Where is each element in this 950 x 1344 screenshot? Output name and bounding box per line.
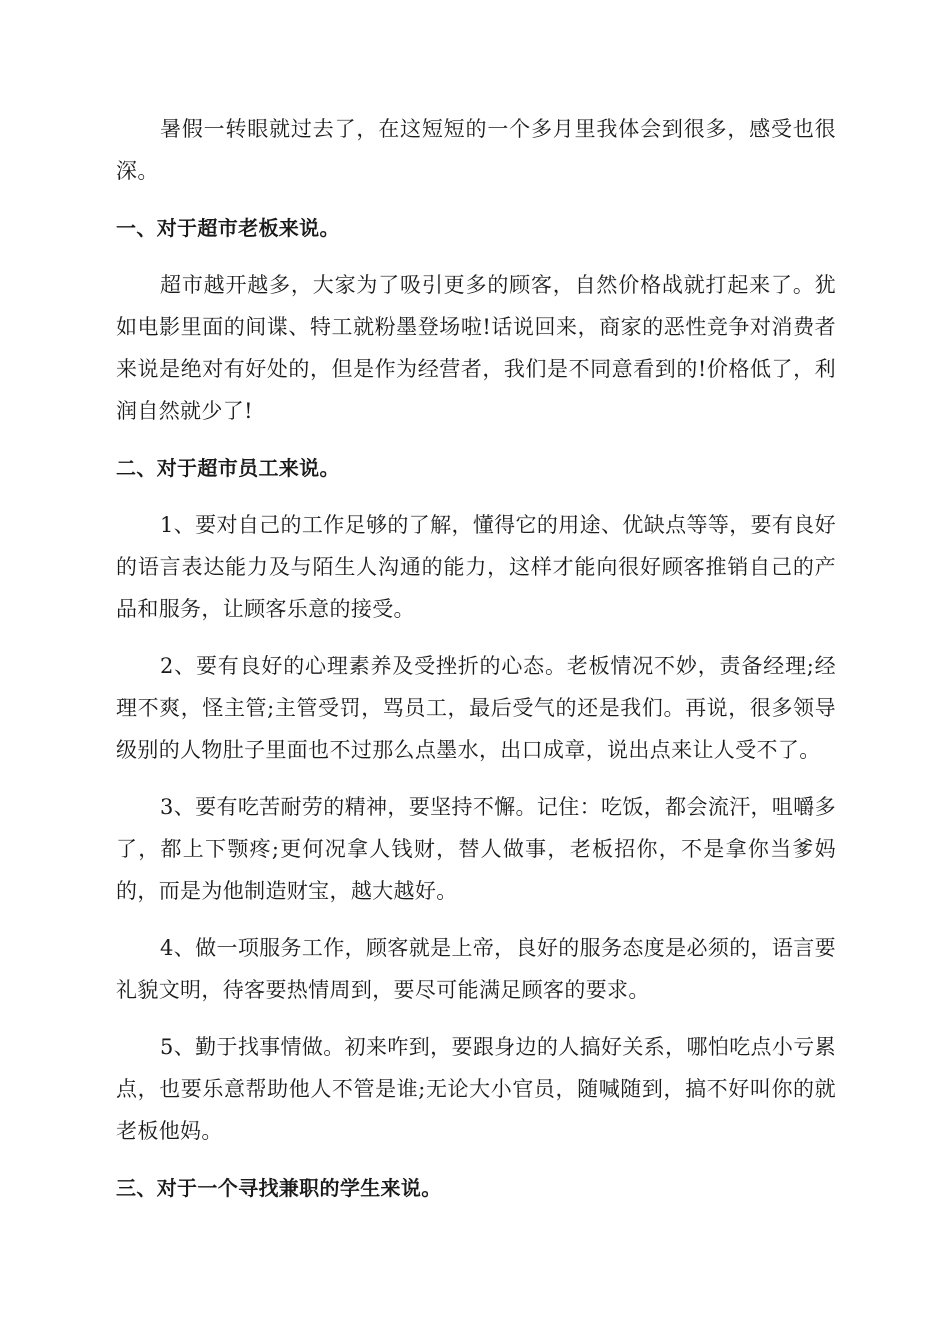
staff-point-5: 5、勤于找事情做。初来咋到，要跟身边的人搞好关系，哪怕吃点小亏累点，也要乐意帮助他人不管是谁;无论大小官员，随喊随到，搞不好叫你的就老板他妈。 <box>116 1035 836 1143</box>
section-heading-student: 三、对于一个寻找兼职的学生来说。 <box>116 1176 442 1200</box>
staff-point-4: 4、做一项服务工作，顾客就是上帝，良好的服务态度是必须的，语言要礼貌文明，待客要热情周到，要尽可能满足顾客的要求。 <box>116 936 836 1002</box>
staff-point-1: 1、要对自己的工作足够的了解，懂得它的用途、优缺点等等，要有良好的语言表达能力及与陌生人沟通的能力，这样才能向很好顾客推销自己的产品和服务，让顾客乐意的接受。 <box>116 513 836 621</box>
intro-paragraph: 暑假一转眼就过去了，在这短短的一个多月里我体会到很多，感受也很深。 <box>116 117 836 183</box>
document-body <box>116 108 836 1224</box>
owner-paragraph: 超市越开越多，大家为了吸引更多的顾客，自然价格战就打起来了。犹如电影里面的间谍、特工就粉墨登场啦!话说回来，商家的恶性竞争对消费者来说是绝对有好处的，但是作为经营者，我们是不同意看到的!价格低了，利润自然就少了! <box>116 273 836 423</box>
staff-point-2: 2、要有良好的心理素养及受挫折的心态。老板情况不妙，责备经理;经理不爽，怪主管;主管受罚，骂员工，最后受气的还是我们。再说，很多领导级别的人物肚子里面也不过那么点墨水，出口成章，说出点来让人受不了。 <box>116 654 836 762</box>
section-heading-owner: 一、对于超市老板来说。 <box>116 216 340 240</box>
staff-point-3: 3、要有吃苦耐劳的精神，要坚持不懈。记住：吃饭，都会流汗，咀嚼多了，都上下颚疼;更何况拿人钱财，替人做事，老板招你，不是拿你当爹妈的，而是为他制造财宝，越大越好。 <box>116 795 836 903</box>
section-heading-staff: 二、对于超市员工来说。 <box>116 456 340 480</box>
